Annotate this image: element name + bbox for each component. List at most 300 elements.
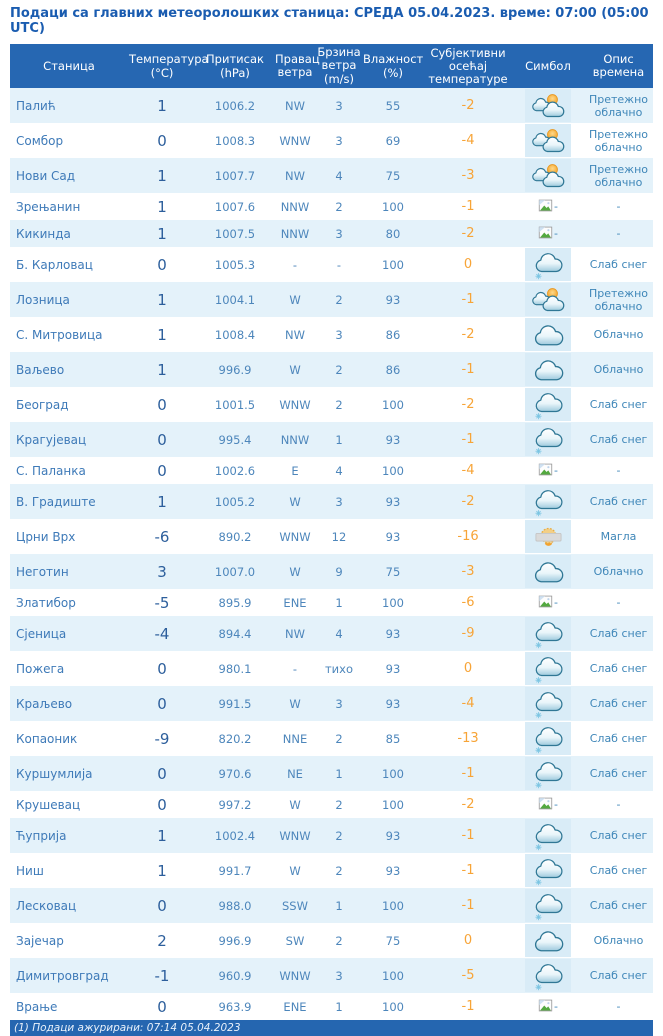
cloud-snow-icon [525,819,571,852]
station-name-cell: Димитровград [16,968,109,983]
station-name-cell: Београд [16,397,69,412]
humidity-cell: 93 [385,863,401,878]
symbol-missing-text: - [554,798,558,811]
column-header-dir [274,44,320,88]
wind-direction-cell: ENE [283,999,307,1014]
wind-speed-cell: 3 [335,696,343,711]
column-header-pressure [196,44,274,88]
wind-speed-cell: 3 [335,133,343,148]
humidity-cell: 85 [385,731,401,746]
cloud-snow-icon [525,757,571,790]
feels-like-cell: -2 [461,327,475,342]
weather-symbol-cell [512,247,584,282]
column-header-label: Станица [43,58,95,73]
feels-like-cell: -1 [461,362,475,377]
pressure-cell: 960.9 [218,968,252,983]
symbol-missing-text: - [554,200,558,213]
page-title: Подаци са главних метеоролошких станица: СРЕДА 05.04.2023. време: 07:00 (05:00 UTC) [10,6,649,36]
broken-image-icon [538,225,553,243]
broken-image-icon [538,796,553,814]
feels-like-cell: -2 [461,494,475,509]
feels-like-cell: 0 [463,257,473,272]
station-name-cell: Ниш [16,863,44,878]
cloud-icon [525,924,571,957]
feels-like-cell: -4 [461,133,475,148]
station-name-cell: Куршумлија [16,766,93,781]
weather-description-cell: Слаб снег [589,662,648,675]
station-name-cell: Нови Сад [16,168,76,183]
broken-symbol-wrap [538,462,558,480]
column-header-label: Притисак [206,51,264,66]
temperature-cell: 0 [157,659,167,678]
station-name-cell: С. Паланка [16,463,86,478]
feels-like-cell: -3 [461,564,475,579]
broken-symbol-wrap [538,594,558,612]
wind-direction-cell: NW [285,98,305,113]
column-header-station [10,44,128,88]
column-header-symbol [512,44,584,88]
wind-direction-cell: NNW [280,432,310,447]
pressure-cell: 1004.1 [214,292,256,307]
column-header-unit: (hPa) [220,65,250,80]
sun-behind-clouds-icon [525,124,571,157]
wind-direction-cell: NNW [280,199,310,214]
pressure-cell: 991.7 [218,863,252,878]
temperature-cell: 3 [157,562,167,581]
feels-like-cell: -1 [461,863,475,878]
weather-symbol-cell [512,993,584,1020]
temperature-cell: 1 [157,197,167,216]
station-name-cell: Сјеница [16,626,67,641]
wind-speed-cell: 2 [335,797,343,812]
pressure-cell: 1007.5 [214,226,256,241]
humidity-cell: 80 [385,226,401,241]
station-name-cell: Сомбор [16,133,64,148]
weather-symbol-cell [512,387,584,422]
pressure-cell: 1008.4 [214,327,256,342]
weather-symbol-cell [512,457,584,484]
wind-speed-cell: 2 [335,362,343,377]
wind-direction-cell: NW [285,327,305,342]
feels-like-cell: -2 [461,797,475,812]
pressure-cell: 895.9 [218,595,252,610]
station-row [10,158,653,193]
weather-description-cell: - [616,464,621,477]
weather-description-cell: Претежно облачно [588,92,649,119]
pressure-cell: 995.4 [218,432,252,447]
weather-symbol-cell [512,220,584,247]
feels-like-cell: 0 [463,661,473,676]
station-row [10,853,653,888]
feels-like-cell: -4 [461,696,475,711]
feels-like-cell: -5 [461,968,475,983]
weather-description-cell: Слаб снег [589,627,648,640]
sun-behind-clouds-icon [525,159,571,192]
wind-direction-cell: W [289,292,301,307]
pressure-cell: 996.9 [218,362,252,377]
humidity-cell: 55 [385,98,401,113]
station-row [10,352,653,387]
station-row [10,123,653,158]
station-row [10,818,653,853]
wind-direction-cell: NNE [282,731,308,746]
weather-description-cell: Слаб снег [589,433,648,446]
weather-description-cell: Облачно [593,565,644,578]
wind-speed-cell: тихо [324,661,353,676]
station-name-cell: Зрењанин [16,199,81,214]
station-row [10,519,653,554]
feels-like-cell: -1 [461,999,475,1014]
station-name-cell: Пожега [16,661,65,676]
station-row [10,791,653,818]
weather-symbol-cell [512,818,584,853]
wind-speed-cell: 1 [335,432,343,447]
station-row [10,958,653,993]
pressure-cell: 894.4 [218,626,252,641]
column-header-unit: (°C) [150,65,174,80]
station-row [10,589,653,616]
weather-symbol-cell [512,352,584,387]
temperature-cell: 1 [157,96,167,115]
station-row [10,923,653,958]
feels-like-cell: -9 [461,626,475,641]
table-header-row [10,44,653,88]
humidity-cell: 93 [385,696,401,711]
column-header-desc [584,44,653,88]
pressure-cell: 991.5 [218,696,252,711]
wind-direction-cell: E [291,463,299,478]
station-row [10,993,653,1020]
wind-speed-cell: 2 [335,933,343,948]
wind-speed-cell: 2 [335,731,343,746]
station-name-cell: Б. Карловац [16,257,93,272]
station-row [10,616,653,651]
feels-like-cell: -6 [461,595,475,610]
pressure-cell: 1005.2 [214,494,256,509]
humidity-cell: 93 [385,494,401,509]
weather-symbol-cell [512,554,584,589]
humidity-cell: 69 [385,133,401,148]
station-name-cell: Копаоник [16,731,78,746]
cloud-snow-icon [525,423,571,456]
wind-direction-cell: W [289,863,301,878]
cloud-snow-icon [525,959,571,992]
cloud-snow-icon [525,722,571,755]
cloud-icon [525,555,571,588]
broken-symbol-wrap [538,796,558,814]
station-row [10,317,653,352]
wind-speed-cell: 4 [335,168,343,183]
broken-symbol-wrap [538,198,558,216]
weather-symbol-cell [512,158,584,193]
table-footer-updated-note: (1) Подаци ажурирани: 07:14 05.04.2023 [10,1020,653,1036]
temperature-cell: 0 [157,764,167,783]
column-header-label: Температура [129,51,209,66]
station-name-cell: С. Митровица [16,327,103,342]
weather-description-cell: - [616,200,621,213]
station-row [10,88,653,123]
weather-description-cell: Магла [600,530,637,543]
weather-symbol-cell [512,616,584,651]
cloud-snow-icon [525,687,571,720]
weather-description-cell: Слаб снег [589,899,648,912]
feels-like-cell: -1 [461,898,475,913]
column-header-label: Симбол [525,58,571,73]
temperature-cell: 1 [157,826,167,845]
weather-symbol-cell [512,484,584,519]
cloud-icon [525,318,571,351]
wind-direction-cell: SSW [282,898,308,913]
wind-direction-cell: NW [285,626,305,641]
broken-symbol-wrap [538,225,558,243]
broken-image-icon [538,462,553,480]
weather-description-cell: Слаб снег [589,829,648,842]
humidity-cell: 100 [382,797,404,812]
temperature-cell: 1 [157,290,167,309]
station-row [10,387,653,422]
pressure-cell: 1008.3 [214,133,256,148]
temperature-cell: 1 [157,492,167,511]
broken-image-icon [538,998,553,1016]
wind-speed-cell: 2 [335,828,343,843]
station-row [10,247,653,282]
weather-description-cell: Слаб снег [589,258,648,271]
humidity-cell: 93 [385,828,401,843]
station-name-cell: Ваљево [16,362,65,377]
temperature-cell: 1 [157,360,167,379]
temperature-cell: 2 [157,931,167,950]
weather-description-cell: - [616,596,621,609]
station-row [10,888,653,923]
station-name-cell: Неготин [16,564,69,579]
weather-description-cell: Облачно [593,363,644,376]
temperature-cell: 0 [157,255,167,274]
humidity-cell: 100 [382,199,404,214]
feels-like-cell: -1 [461,432,475,447]
station-name-cell: Краљево [16,696,73,711]
humidity-cell: 93 [385,626,401,641]
weather-description-cell: Слаб снег [589,864,648,877]
column-header-label: Опис времена [592,52,645,79]
station-row [10,756,653,791]
column-header-humidity [362,44,424,88]
feels-like-cell: -1 [461,766,475,781]
station-name-cell: Ћуприја [16,828,67,843]
station-name-cell: Златибор [16,595,76,610]
temperature-cell: 0 [157,795,167,814]
pressure-cell: 996.9 [218,933,252,948]
feels-like-cell: -3 [461,168,475,183]
temperature-cell: 0 [157,896,167,915]
weather-symbol-cell [512,589,584,616]
pressure-cell: 988.0 [218,898,252,913]
temperature-cell: -9 [154,729,170,748]
wind-direction-cell: WNW [279,828,311,843]
weather-description-cell: Слаб снег [589,969,648,982]
sun-behind-clouds-icon [525,283,571,316]
feels-like-cell: -1 [461,199,475,214]
wind-direction-cell: - [292,661,298,676]
weather-description-cell: Облачно [593,934,644,947]
weather-description-cell: Облачно [593,328,644,341]
wind-speed-cell: 1 [335,898,343,913]
temperature-cell: 1 [157,861,167,880]
humidity-cell: 86 [385,327,401,342]
weather-description-cell: Претежно облачно [588,162,649,189]
weather-symbol-cell [512,756,584,791]
temperature-cell: 0 [157,997,167,1016]
wind-direction-cell: NE [287,766,303,781]
wind-direction-cell: W [289,696,301,711]
humidity-cell: 100 [382,397,404,412]
station-row [10,484,653,519]
humidity-cell: 93 [385,661,401,676]
station-row [10,554,653,589]
feels-like-cell: -2 [461,98,475,113]
wind-direction-cell: WNW [279,968,311,983]
wind-speed-cell: 3 [335,327,343,342]
wind-direction-cell: W [289,564,301,579]
temperature-cell: 1 [157,325,167,344]
humidity-cell: 75 [385,933,401,948]
weather-symbol-cell [512,519,584,554]
weather-description-cell: Слаб снег [589,398,648,411]
pressure-cell: 980.1 [218,661,252,676]
station-name-cell: Крагујевац [16,432,87,447]
pressure-cell: 890.2 [218,529,252,544]
humidity-cell: 100 [382,968,404,983]
weather-description-cell: Претежно облачно [588,286,649,313]
temperature-cell: 0 [157,131,167,150]
wind-direction-cell: SW [285,933,305,948]
station-row [10,457,653,484]
weather-symbol-cell [512,651,584,686]
temperature-cell: 0 [157,430,167,449]
column-header-label: Брзина ветра [317,45,361,72]
weather-symbol-cell [512,853,584,888]
cloud-snow-icon [525,652,571,685]
temperature-cell: 0 [157,694,167,713]
wind-speed-cell: 9 [335,564,343,579]
wind-speed-cell: 12 [331,529,347,544]
wind-direction-cell: NW [285,168,305,183]
broken-image-icon [538,594,553,612]
cloud-icon [525,353,571,386]
symbol-missing-text: - [554,1000,558,1013]
broken-symbol-wrap [538,998,558,1016]
column-header-unit: (m/s) [323,72,355,86]
column-header-speed [316,44,362,88]
station-row [10,686,653,721]
humidity-cell: 100 [382,766,404,781]
feels-like-cell: -1 [461,292,475,307]
feels-like-cell: 0 [463,933,473,948]
cloud-snow-icon [525,388,571,421]
column-header-feel [424,44,512,88]
humidity-cell: 93 [385,529,401,544]
pressure-cell: 1007.7 [214,168,256,183]
station-row [10,193,653,220]
temperature-cell: -6 [154,527,170,546]
wind-direction-cell: WNW [279,133,311,148]
cloud-snow-icon [525,889,571,922]
station-name-cell: Црни Врх [16,529,76,544]
wind-direction-cell: W [289,362,301,377]
column-header-unit: (%) [383,65,403,80]
pressure-cell: 1001.5 [214,397,256,412]
humidity-cell: 100 [382,898,404,913]
wind-speed-cell: 2 [335,863,343,878]
weather-description-cell: Слаб снег [589,495,648,508]
wind-speed-cell: 2 [335,292,343,307]
weather-symbol-cell [512,721,584,756]
wind-speed-cell: 3 [335,494,343,509]
humidity-cell: 93 [385,432,401,447]
humidity-cell: 100 [382,595,404,610]
column-header-label: Влажност [363,51,424,66]
weather-stations-table [10,44,653,1020]
cloud-snow-icon [525,617,571,650]
humidity-cell: 93 [385,292,401,307]
station-row [10,220,653,247]
cloud-snow-icon [525,854,571,887]
temperature-cell: 0 [157,395,167,414]
weather-symbol-cell [512,123,584,158]
pressure-cell: 997.2 [218,797,252,812]
humidity-cell: 86 [385,362,401,377]
station-name-cell: Палић [16,98,56,113]
fog-sun-icon [525,520,571,553]
feels-like-cell: -1 [461,828,475,843]
humidity-cell: 100 [382,999,404,1014]
station-row [10,282,653,317]
wind-speed-cell: 2 [335,397,343,412]
station-name-cell: Кикинда [16,226,71,241]
wind-speed-cell: 3 [335,226,343,241]
cloud-snow-icon [525,248,571,281]
temperature-cell: 0 [157,461,167,480]
wind-speed-cell: 4 [335,626,343,641]
wind-speed-cell: - [336,257,342,272]
humidity-cell: 75 [385,168,401,183]
temperature-cell: 1 [157,224,167,243]
weather-description-cell: Претежно облачно [588,127,649,154]
weather-symbol-cell [512,422,584,457]
temperature-cell: -5 [154,593,170,612]
weather-description-cell: Слаб снег [589,732,648,745]
station-name-cell: В. Градиште [16,494,96,509]
pressure-cell: 1006.2 [214,98,256,113]
column-header-label: Субјективни осећај температуре [428,45,508,86]
wind-speed-cell: 1 [335,595,343,610]
column-header-label: Правац ветра [275,52,320,79]
symbol-missing-text: - [554,227,558,240]
humidity-cell: 75 [385,564,401,579]
weather-symbol-cell [512,282,584,317]
wind-speed-cell: 1 [335,999,343,1014]
weather-description-cell: - [616,798,621,811]
pressure-cell: 1005.3 [214,257,256,272]
weather-symbol-cell [512,317,584,352]
wind-direction-cell: NNW [280,226,310,241]
wind-direction-cell: WNW [279,529,311,544]
weather-description-cell: Слаб снег [589,697,648,710]
weather-description-cell: Слаб снег [589,767,648,780]
station-row [10,651,653,686]
feels-like-cell: -4 [461,463,475,478]
wind-direction-cell: W [289,797,301,812]
station-name-cell: Зајечар [16,933,64,948]
